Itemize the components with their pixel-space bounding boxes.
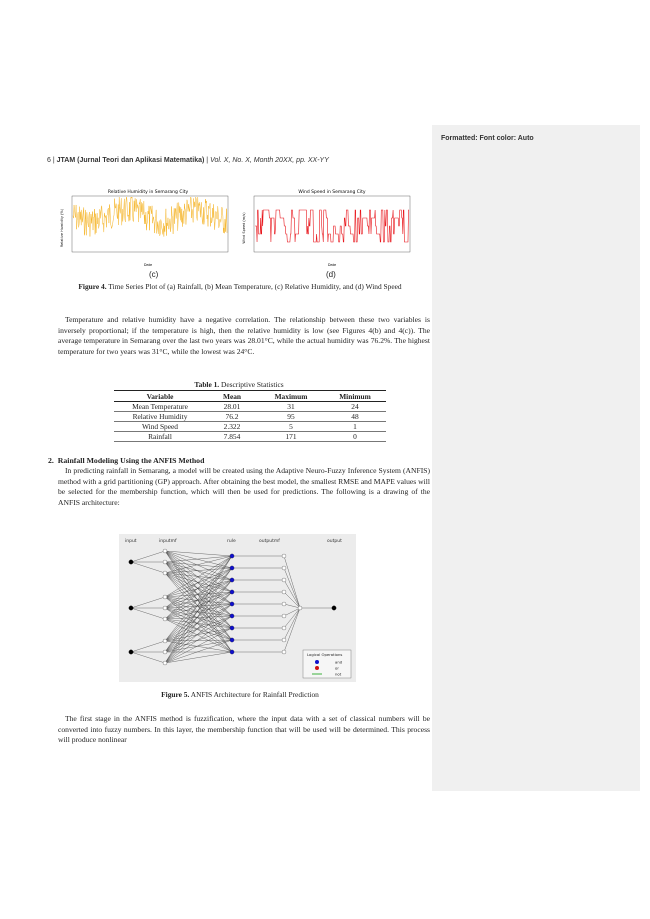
- input-node: [129, 650, 133, 654]
- rule-node: [230, 566, 234, 570]
- journal-name: JTAM (Jurnal Teori dan Aplikasi Matematika): [56, 157, 205, 164]
- legend-and-marker: [315, 660, 319, 664]
- cell-maximum: 31: [258, 402, 324, 412]
- header-separator-2: |: [206, 157, 209, 164]
- cell-minimum: 0: [324, 432, 386, 442]
- output-mf-node: [282, 590, 286, 594]
- input-mf-node: [163, 549, 167, 553]
- input-to-mf-edge: [131, 551, 165, 562]
- running-header: [47, 157, 329, 164]
- legend-and-label: and: [335, 659, 343, 665]
- rule-node: [230, 650, 234, 654]
- col-header-minimum: Minimum: [324, 391, 386, 402]
- layer-label-outputmf: outputmf: [259, 539, 280, 544]
- wind-speed-chart: [240, 186, 412, 268]
- outmf-to-output-edge: [284, 568, 300, 608]
- humidity-chart-xlabel: Date: [143, 263, 153, 267]
- figure5-caption-label: Figure 5.: [161, 690, 190, 699]
- table-row: [114, 412, 386, 422]
- rule-node: [230, 638, 234, 642]
- cell-mean: 2.322: [206, 422, 258, 432]
- output-mf-node: [282, 578, 286, 582]
- outmf-to-output-edge: [284, 608, 300, 628]
- col-header-mean: Mean: [206, 391, 258, 402]
- paragraph-anfis-intro: [58, 466, 430, 508]
- humidity-series-line: [73, 197, 227, 237]
- output-mf-node: [282, 650, 286, 654]
- mf-to-rule-edge: [165, 562, 232, 568]
- layer-label-input: input: [125, 539, 137, 544]
- outmf-to-output-edge: [284, 604, 300, 608]
- rule-node: [230, 578, 234, 582]
- section-2-paragraph-text: In predicting rainfall in Semarang, a model will be created using the Adaptive Neuro-Fuzzy Inference System (ANFIS) method with a grid partitioning (GP) approach. After obtaining the best model, the smallest RMSE and MAPE values will be selected for the membership function, which will then be used for predictions. The following is a drawing of the ANFIS architecture:: [58, 466, 430, 507]
- paragraph-1-text: Temperature and relative humidity have a negative correlation. The relationship between these two variables is inversely proportional; if the temperature is high, then the relative humidity is low (see Figures 4(b) and 4(c)). The average temperature in Semarang over the last two years was 28.01°C, while the actual humidity was 76.2%. The highest temperature for two years was 31°C, while the lowest was 24°C.: [58, 315, 430, 356]
- input-mf-node: [163, 650, 167, 654]
- figure4-caption-label: Figure 4.: [78, 282, 107, 291]
- input-mf-node: [163, 560, 167, 564]
- cell-variable: Wind Speed: [114, 422, 206, 432]
- cell-variable: Rainfall: [114, 432, 206, 442]
- layer-label-output: output: [327, 539, 342, 544]
- table1-caption: [114, 380, 364, 389]
- figure5-caption: [50, 690, 430, 700]
- wind-series-line: [255, 210, 409, 242]
- mf-to-rule-edge: [165, 568, 232, 663]
- paragraph-3-text: The first stage in the ANFIS method is fuzzification, where the input data with a set of classical numbers will be converted into fuzzy numbers. In this layer, the membership function that will be used will be determined. This process will produce nonlinear: [58, 714, 430, 745]
- table-row: [114, 422, 386, 432]
- cell-maximum: 171: [258, 432, 324, 442]
- comment-label: Formatted: Font color: Auto: [441, 135, 534, 142]
- output-mf-node: [282, 566, 286, 570]
- page-number: 6: [47, 157, 51, 164]
- input-mf-node: [163, 661, 167, 665]
- layer-label-rule: rule: [227, 539, 236, 544]
- output-mf-node: [282, 638, 286, 642]
- cell-maximum: 5: [258, 422, 324, 432]
- issue-info: Vol. X, No. X, Month 20XX, pp. XX-YY: [210, 157, 329, 164]
- output-node: [332, 606, 336, 610]
- section-number: 2.: [48, 456, 54, 465]
- rule-node: [230, 602, 234, 606]
- paragraph-fuzzification: [58, 714, 430, 746]
- anfis-architecture-diagram: [119, 534, 356, 682]
- input-mf-node: [163, 595, 167, 599]
- rule-node: [230, 554, 234, 558]
- rule-node: [230, 626, 234, 630]
- table-row: [114, 432, 386, 442]
- humidity-chart-ylabel: Relative Humidity (%): [60, 208, 64, 248]
- wind-chart-ylabel: Wind Speed (m/s): [242, 212, 246, 244]
- input-mf-node: [163, 617, 167, 621]
- section-title: Rainfall Modeling Using the ANFIS Method: [57, 456, 205, 465]
- legend-or-label: or: [335, 665, 339, 671]
- input-to-mf-edge: [131, 652, 165, 663]
- mf-to-rule-edge: [165, 597, 232, 652]
- cell-minimum: 1: [324, 422, 386, 432]
- cell-minimum: 24: [324, 402, 386, 412]
- paragraph-temperature-humidity: [58, 315, 430, 357]
- logical-operations-legend: [303, 650, 351, 678]
- output-mf-node: [282, 554, 286, 558]
- output-mf-node: [282, 614, 286, 618]
- table-row: [114, 402, 386, 412]
- humidity-chart-title: Relative Humidity in Semarang City: [107, 190, 189, 195]
- cell-variable: Mean Temperature: [114, 402, 206, 412]
- input-to-mf-edge: [131, 641, 165, 652]
- anfis-nodes: [129, 549, 336, 665]
- descriptive-statistics-table: [114, 390, 386, 442]
- input-node: [129, 606, 133, 610]
- cell-mean: 7.854: [206, 432, 258, 442]
- cell-minimum: 48: [324, 412, 386, 422]
- mf-to-rule-edge: [165, 597, 232, 604]
- table1-caption-text: Descriptive Statistics: [221, 380, 284, 389]
- outmf-to-output-edge: [284, 608, 300, 640]
- input-mf-node: [163, 606, 167, 610]
- legend-not-label: not: [335, 671, 342, 677]
- cell-mean: 76.2: [206, 412, 258, 422]
- rule-node: [230, 590, 234, 594]
- input-node: [129, 560, 133, 564]
- outmf-to-output-edge: [284, 580, 300, 608]
- panel-letter-c: (c): [149, 270, 159, 279]
- rule-node: [230, 614, 234, 618]
- col-header-variable: Variable: [114, 391, 206, 402]
- figure4-caption-text: Time Series Plot of (a) Rainfall, (b) Mean Temperature, (c) Relative Humidity, and (d) Wind Speed: [108, 282, 402, 291]
- comment-pane: [432, 125, 640, 791]
- output-mf-node: [282, 602, 286, 606]
- cell-variable: Relative Humidity: [114, 412, 206, 422]
- legend-or-marker: [315, 666, 319, 670]
- cell-mean: 28.01: [206, 402, 258, 412]
- figure5-caption-text: ANFIS Architecture for Rainfall Prediction: [190, 690, 319, 699]
- outmf-to-output-edge: [284, 608, 300, 652]
- humidity-chart: [58, 186, 230, 268]
- output-mf-node: [282, 626, 286, 630]
- figure4-caption: [50, 282, 430, 292]
- legend-title: Logical Operations: [307, 652, 343, 657]
- wind-chart-xlabel: Date: [327, 263, 337, 267]
- table1-caption-label: Table 1.: [194, 380, 220, 389]
- header-separator: |: [52, 157, 55, 164]
- input-to-mf-edge: [131, 608, 165, 619]
- table-header-row: [114, 391, 386, 402]
- input-to-mf-edge: [131, 562, 165, 573]
- col-header-maximum: Maximum: [258, 391, 324, 402]
- mf-to-rule-edge: [165, 652, 232, 663]
- mf-to-rule-edge: [165, 592, 232, 663]
- input-mf-node: [163, 571, 167, 575]
- section-2-heading: [48, 456, 204, 465]
- layer-label-inputmf: inputmf: [159, 539, 177, 544]
- input-mf-node: [163, 639, 167, 643]
- panel-letter-d: (d): [326, 270, 336, 279]
- input-to-mf-edge: [131, 597, 165, 608]
- cell-maximum: 95: [258, 412, 324, 422]
- aggregate-node: [298, 606, 302, 610]
- mf-to-rule-edge: [165, 640, 232, 663]
- wind-chart-title: Wind Speed in Semarang City: [298, 190, 366, 195]
